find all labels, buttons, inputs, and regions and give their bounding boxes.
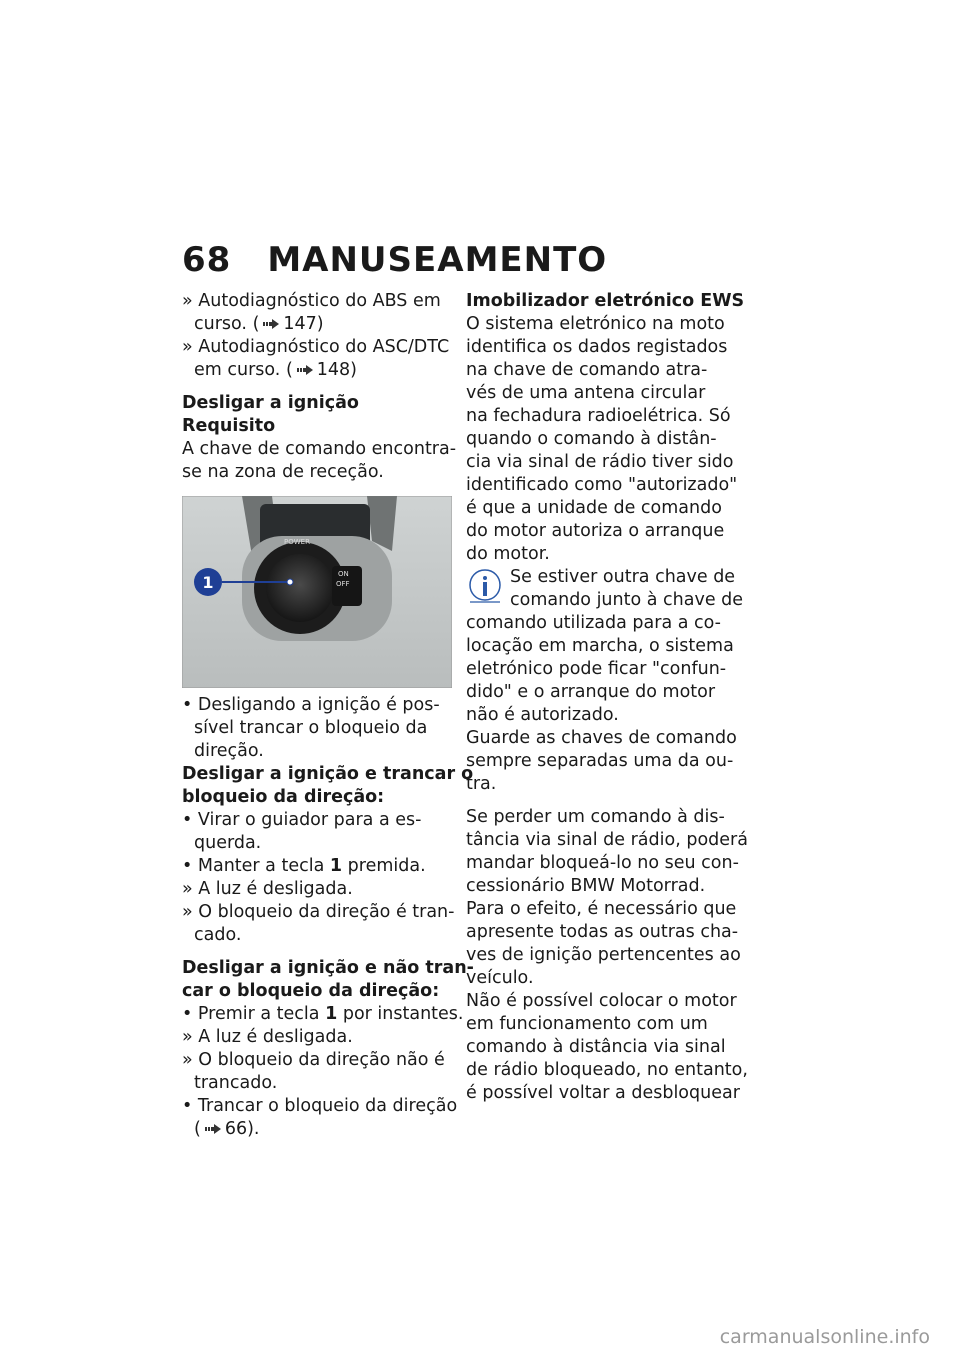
paragraph-line: Para o efeito, é necessário que [466, 899, 737, 919]
result-line: em curso. ( 148) [194, 360, 357, 380]
section-heading: bloqueio da direção: [182, 787, 385, 807]
bullet-line: • Desligando a ignição é pos- [182, 695, 440, 715]
paragraph-line: ves de ignição pertencentes ao [466, 945, 741, 965]
paragraph-line: sempre separadas uma da ou- [466, 751, 734, 771]
paragraph-line: O sistema eletrónico na moto [466, 314, 725, 334]
section-heading: car o bloqueio da direção: [182, 981, 440, 1001]
section-heading: Desligar a ignição e não tran- [182, 958, 474, 978]
paragraph-line: em funcionamento com um [466, 1014, 708, 1034]
page-number: 68 [182, 240, 232, 280]
paragraph-line: Não é possível colocar o motor [466, 991, 737, 1011]
result-line: trancado. [194, 1073, 278, 1093]
paragraph-line: A chave de comando encontra- [182, 439, 457, 459]
result-line: » O bloqueio da direção não é [182, 1050, 445, 1070]
on-label: ON [338, 570, 349, 578]
paragraph-line: Guarde as chaves de comando [466, 728, 737, 748]
paragraph-line: é que a unidade de comando [466, 498, 722, 518]
paragraph-line: na chave de comando atra- [466, 360, 708, 380]
info-icon [466, 568, 504, 608]
watermark: carmanualsonline.info [719, 1326, 930, 1348]
paragraph-line: se na zona de receção. [182, 462, 384, 482]
off-label: OFF [336, 580, 350, 588]
note-line: comando junto à chave de [510, 590, 744, 610]
result-line: » Autodiagnóstico do ASC/DTC [182, 337, 450, 357]
bullet-line: • Trancar o bloqueio da direção [182, 1096, 458, 1116]
bullet-line: sível trancar o bloqueio da [194, 718, 428, 738]
paragraph-line: dido" e o arranque do motor [466, 682, 716, 702]
bullet-line: • Virar o guiador para a es- [182, 810, 422, 830]
page-reference-arrow-icon [297, 364, 313, 376]
page-title: MANUSEAMENTO [267, 240, 608, 280]
paragraph-line: na fechadura radioelétrica. Só [466, 406, 731, 426]
result-line: » A luz é desligada. [182, 879, 353, 899]
result-line: » A luz é desligada. [182, 1027, 353, 1047]
paragraph-line: Se perder um comando à dis- [466, 807, 725, 827]
paragraph-line: apresente todas as outras cha- [466, 922, 739, 942]
paragraph-line: de rádio bloqueado, no entanto, [466, 1060, 748, 1080]
paragraph-line: do motor autoriza o arranque [466, 521, 725, 541]
bullet-line: ( 66). [194, 1119, 260, 1139]
power-label: POWER [284, 538, 310, 546]
paragraph-line: não é autorizado. [466, 705, 619, 725]
note-line: Se estiver outra chave de [510, 567, 736, 587]
paragraph-line: tra. [466, 774, 497, 794]
result-line: » Autodiagnóstico do ABS em [182, 291, 441, 311]
right-column [466, 290, 748, 1105]
paragraph-line: eletrónico pode ficar "confun- [466, 659, 727, 679]
bullet-line: direção. [194, 741, 264, 761]
result-line: cado. [194, 925, 242, 945]
paragraph-line: veículo. [466, 968, 534, 988]
left-column [182, 290, 474, 1141]
paragraph-line: identifica os dados registados [466, 337, 728, 357]
paragraph-line: comando utilizada para a co- [466, 613, 721, 633]
paragraph-line: do motor. [466, 544, 550, 564]
section-heading: Imobilizador eletrónico EWS [466, 291, 745, 311]
subheading: Requisito [182, 416, 276, 436]
result-line: curso. ( 147) [194, 314, 324, 334]
paragraph-line: quando o comando à distân- [466, 429, 717, 449]
bullet-line: querda. [194, 833, 262, 853]
paragraph-line: identificado como "autorizado" [466, 475, 738, 495]
callout-1: 1 [202, 573, 214, 592]
page-reference-arrow-icon [263, 318, 279, 330]
paragraph-line: vés de uma antena circular [466, 383, 706, 403]
result-line: » O bloqueio da direção é tran- [182, 902, 455, 922]
page-header [182, 240, 607, 280]
paragraph-line: é possível voltar a desbloquear [466, 1083, 740, 1103]
paragraph-line: cia via sinal de rádio tiver sido [466, 452, 734, 472]
ignition-switch-photo [182, 496, 452, 688]
section-heading: Desligar a ignição e trancar o [182, 764, 474, 784]
bullet-line: • Premir a tecla 1 por instantes. [182, 1004, 464, 1024]
paragraph-line: tância via sinal de rádio, poderá [466, 830, 748, 850]
section-heading: Desligar a ignição [182, 393, 359, 413]
bullet-line: • Manter a tecla 1 premida. [182, 856, 426, 876]
paragraph-line: locação em marcha, o sistema [466, 636, 734, 656]
paragraph-line: mandar bloqueá-lo no seu con- [466, 853, 739, 873]
paragraph-line: comando à distância via sinal [466, 1037, 726, 1057]
info-note [466, 566, 744, 612]
paragraph-line: cessionário BMW Motorrad. [466, 876, 706, 896]
page-reference-arrow-icon [205, 1123, 221, 1135]
